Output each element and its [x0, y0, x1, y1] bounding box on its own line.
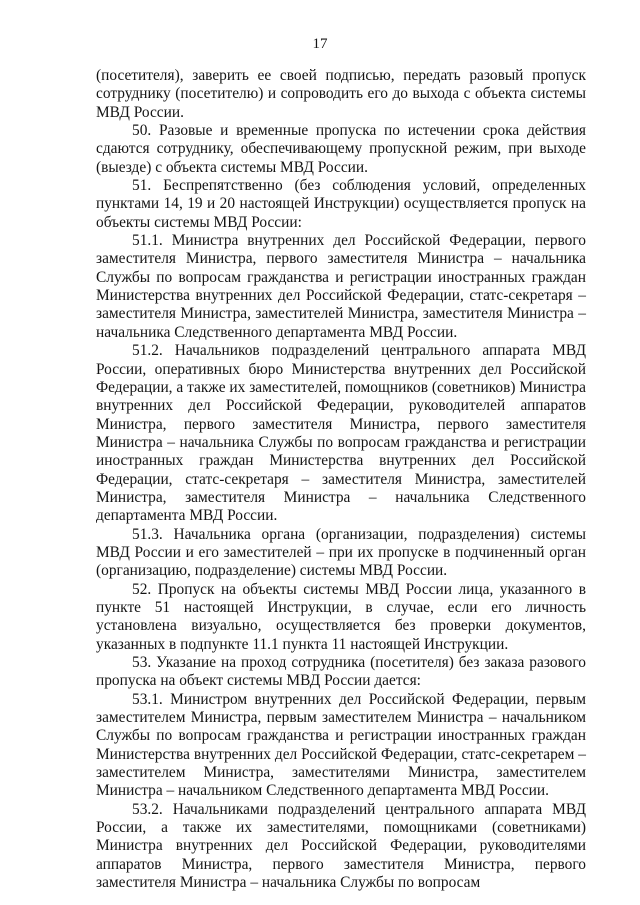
paragraph-51-3: 51.3. Начальника органа (организации, подразделения) системы МВД России и его заместителей – при их пропуске в подчиненный орган (организацию, подразделение) системы МВД России. [96, 525, 586, 580]
paragraph-50: 50. Разовые и временные пропуска по истечении срока действия сдаются сотруднику, обеспечивающему пропускной режим, при выходе (выезде) с объекта системы МВД России. [96, 122, 586, 176]
paragraph-51: 51. Беспрепятственно (без соблюдения условий, определенных пунктами 14, 19 и 20 настоящей Инструкции) осуществляется пропуск на объекты системы МВД России: [96, 177, 586, 231]
page-number: 17 [312, 36, 328, 52]
paragraph-52: 52. Пропуск на объекты системы МВД России лица, указанного в пункте 51 настоящей Инструкции, в случае, если его личность установлена визуально, осуществляется без проверки документов, указанных в подпункте 11.1 пункта 11 настоящей Инструкции. [96, 580, 586, 653]
document-body [96, 67, 586, 892]
paragraph-53-2: 53.2. Начальниками подразделений центрального аппарата МВД России, а также их заместителями, помощниками (советниками) Министра внутренних дел Российской Федерации, руководителями аппаратов Министра, первого заместителя Министра, первого заместителя Министра – начальника Службы по вопросам [96, 800, 586, 892]
paragraph-51-2: 51.2. Начальников подразделений центрального аппарата МВД России, оперативных бюро Министерства внутренних дел Российской Федерации, а также их заместителей, помощников (советников) Министра внутренних дел Российской Федерации, руководителей аппаратов Министра, первого заместителя Министра, первого заместителя Министра – начальника Службы по вопросам гражданства и регистрации иностранных граждан Министерства внутренних дел Российской Федерации, статс-секретаря – заместителя Министра, заместителей Министра, заместителя Министра – начальника Следственного департамента МВД России. [96, 342, 586, 525]
paragraph-53: 53. Указание на проход сотрудника (посетителя) без заказа разового пропуска на объект системы МВД России дается: [96, 654, 586, 690]
paragraph-continuation: (посетителя), заверить ее своей подписью, передать разовый пропуск сотруднику (посетителю) и сопроводить его до выхода с объекта системы МВД России. [96, 67, 586, 121]
paragraph-51-1: 51.1. Министра внутренних дел Российской Федерации, первого заместителя Министра, первого заместителя Министра – начальника Службы по вопросам гражданства и регистрации иностранных граждан Министерства внутренних дел Российской Федерации, статс-секретаря – заместителя Министра, заместителей Министра, заместителя Министра – начальника Следственного департамента МВД России. [96, 232, 586, 341]
paragraph-53-1: 53.1. Министром внутренних дел Российской Федерации, первым заместителем Министра, первым заместителем Министра – начальником Службы по вопросам гражданства и регистрации иностранных граждан Министерства внутренних дел Российской Федерации, статс-секретарем – заместителем Министра, заместителями Министра, заместителем Министра – начальником Следственного департамента МВД России. [96, 690, 586, 800]
